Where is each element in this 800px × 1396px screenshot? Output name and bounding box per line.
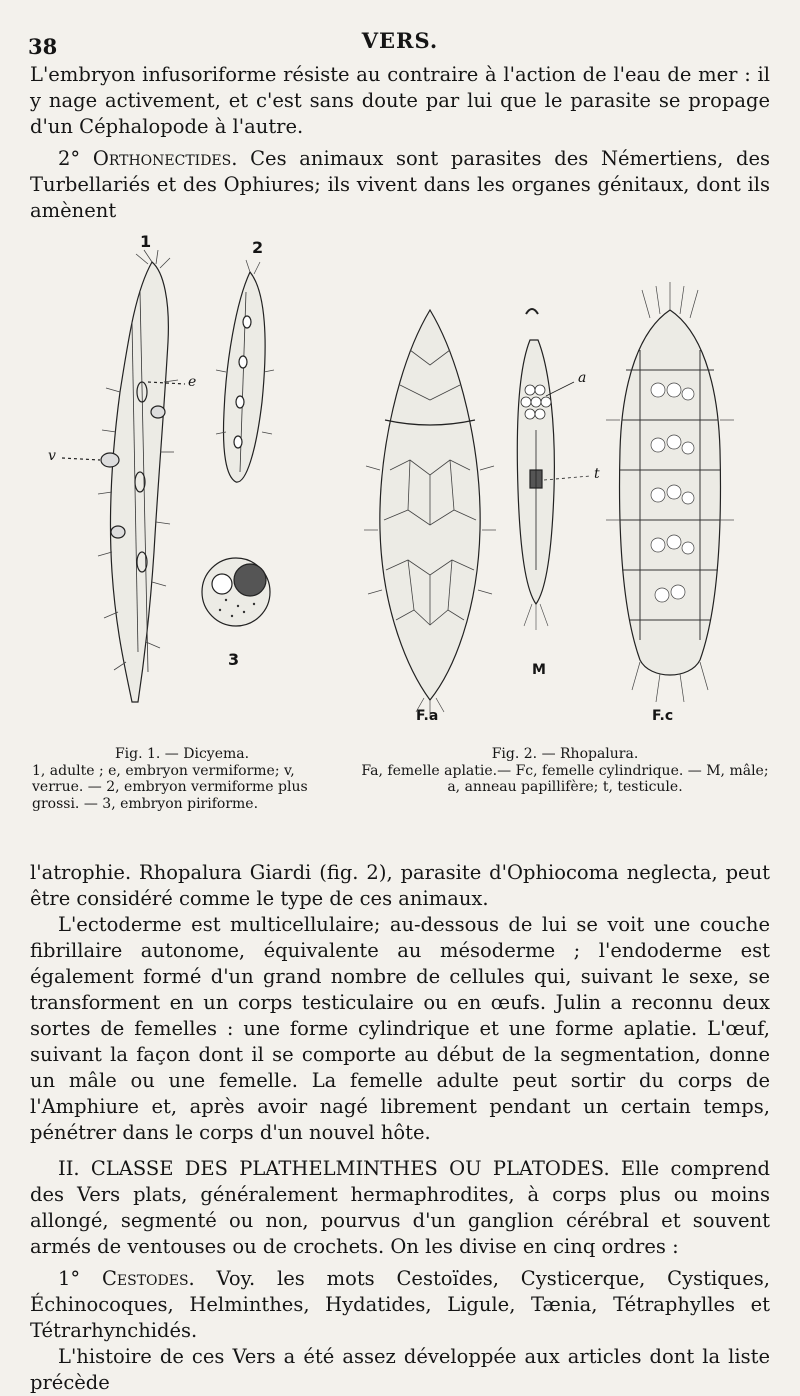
fig1-caption — [32, 746, 332, 812]
orthonectides-paragraph — [30, 146, 770, 224]
fig1-label-2: 2 — [252, 238, 264, 257]
top-paragraph-block — [30, 62, 770, 224]
ectoderme-paragraph: L'ectoderme est multicellulaire; au-dessous de lui se voit une couche fibrillaire autonome, équivalente au mésoderme ; l'endoderme est également formé d'un grand nombre de cellules qui, suivant le sexe, se transforment en un corps testiculaire ou en œufs. Julin a reconnu deux sortes de femelles : une forme cylindrique et une forme aplatie. L'œuf, suivant la façon dont il se comporte au début de la segmentation, donne un mâle ou une femelle. La femelle adulte peut sortir du corps de l'Amphiure et, après avoir nagé librement pendant un certain temps, pénétrer dans le corps d'un nouvel hôte. — [30, 913, 770, 1144]
fig2-caption-title: Fig. 2. — Rhopalura. — [491, 746, 639, 762]
page-number: 38 — [28, 34, 58, 59]
fig2-label-fc: F.c — [652, 708, 674, 724]
orthonectides-heading: 2° Orthonectides. — [58, 147, 238, 170]
running-title: VERS. — [361, 28, 439, 53]
fig1-caption-title: Fig. 1. — Dicyema. — [114, 746, 250, 762]
fig1-label-1: 1 — [140, 232, 152, 251]
page-header — [28, 24, 772, 59]
fig2-caption — [360, 746, 770, 796]
rhopalura-illustration — [350, 270, 770, 732]
atrophie-paragraph: l'atrophie. Rhopalura Giardi (fig. 2), parasite d'Ophiocoma neglecta, peut être considéré comme le type de ces animaux. — [30, 861, 770, 910]
histoire-paragraph: L'histoire de ces Vers a été assez développée aux articles dont la liste précède — [30, 1345, 770, 1394]
fig1-label-v: v — [48, 448, 56, 464]
figure-rhopalura — [350, 270, 770, 732]
fig2-caption-body: Fa, femelle aplatie.— Fc, femelle cylindrique. — M, mâle; a, anneau papillifère; t, testicule. — [361, 762, 769, 795]
fig2-label-fa: F.a — [416, 708, 439, 724]
fig1-label-e: e — [188, 374, 197, 390]
plathelminthes-paragraph: II. CLASSE DES PLATHELMINTHES OU PLATODES. Elle comprend des Vers plats, généralement hermaphrodites, à corps plus ou moins allongé, segmenté ou non, pourvus d'un ganglion cérébral et souvent armés de ventouses ou de crochets. On les divise en cinq ordres : — [30, 1157, 770, 1258]
orthonectides-text: Ces animaux sont parasites des Némertiens, des Turbellariés et des Ophiures; ils vivent dans les organes génitaux, dont ils amènent — [30, 147, 770, 222]
cestodes-text: Voy. les mots Cestoïdes, Cysticerque, Cystiques, Échinocoques, Helminthes, Hydatides, Ligule, Tænia, Tétraphylles et Tétrarhynchidés. — [30, 1267, 770, 1342]
cestodes-heading: 1° Cestodes. — [58, 1267, 195, 1290]
fig1-label-3: 3 — [228, 650, 240, 669]
dicyema-illustration — [40, 232, 340, 732]
cestodes-paragraph — [30, 1266, 770, 1344]
fig1-caption-body: 1, adulte ; e, embryon vermiforme; v, verrue. — 2, embryon vermiforme plus grossi. — 3, embryon piriforme. — [32, 762, 308, 812]
figure-dicyema — [40, 232, 340, 732]
fig2-label-a: a — [578, 370, 587, 386]
body-text-block — [30, 860, 770, 1396]
embryon-paragraph: L'embryon infusoriforme résiste au contraire à l'action de l'eau de mer : il y nage activement, et c'est sans doute par lui que le parasite se propage d'un Céphalopode à l'autre. — [30, 63, 770, 138]
fig2-label-t: t — [594, 466, 600, 482]
fig2-label-m: M — [532, 662, 546, 678]
